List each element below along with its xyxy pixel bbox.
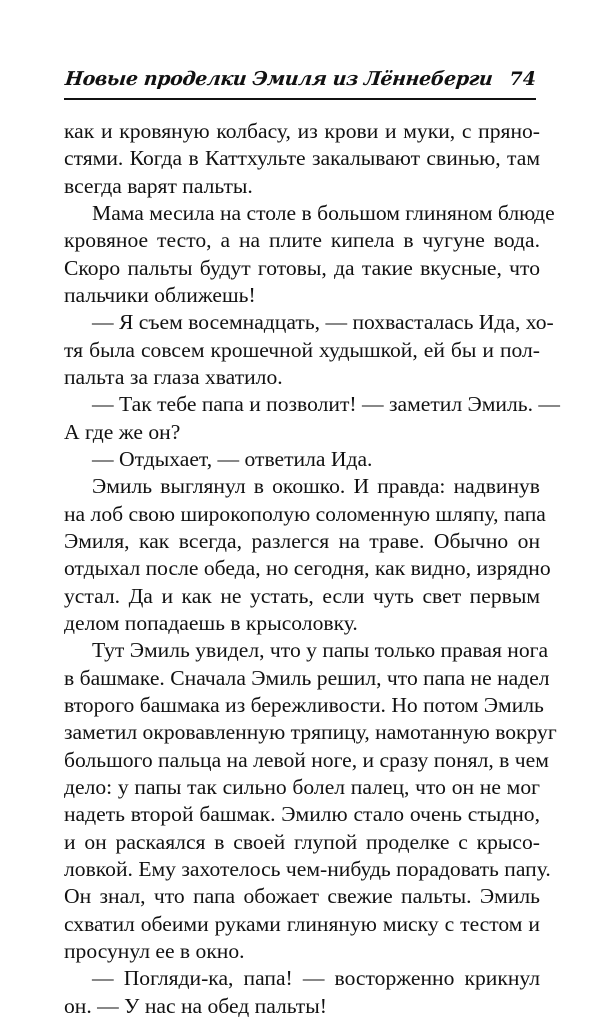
text-line: он. — У нас на обед пальты! <box>64 993 327 1018</box>
text-line: как и кровяную колбасу, из крови и муки, с пряно- <box>64 119 540 143</box>
text-line: А где же он? <box>64 419 181 444</box>
text-line: делом попадаешь в крысоловку. <box>64 610 358 635</box>
text-line: заметил окровавленную тряпицу, намотанную вокруг <box>64 720 557 745</box>
text-line: всегда варят пальты. <box>64 173 253 198</box>
text-line: — Так тебе папа и позволит! — заметил Эмиль. — <box>92 392 560 417</box>
text-line: схватил обеими руками глиняную миску с тестом и <box>64 911 540 936</box>
text-line: на лоб свою широкополую соломенную шляпу, папа <box>64 501 546 526</box>
text-line: второго башмака из бережливости. Но потом Эмиль <box>64 692 544 717</box>
text-line: кровяное тесто, а на плите кипела в чугуне вода. <box>64 228 540 253</box>
text-line: тя была совсем крошечной худышкой, ей бы и пол- <box>64 337 540 362</box>
text-line: — Я съем восемнадцать, — похвасталась Ида, хо- <box>92 310 554 335</box>
text-line: Он знал, что папа обожает свежие пальты. Эмиль <box>64 884 540 909</box>
text-line: Эмиль выглянул в окошко. И правда: надвинув <box>92 474 540 499</box>
text-line: ловкой. Ему захотелось чем-нибудь порадовать папу. <box>64 856 551 881</box>
text-line: устал. Да и как не устать, если чуть свет первым <box>64 583 540 608</box>
text-line: пальчики оближешь! <box>64 282 256 307</box>
text-line: в башмаке. Сначала Эмиль решил, что папа не надел <box>64 665 550 690</box>
text-line: стями. Когда в Каттхульте закалывают свинью, там <box>64 146 540 171</box>
text-line: пальта за глаза хватило. <box>64 364 283 389</box>
text-line: надеть второй башмак. Эмилю стало очень стыдно, <box>64 802 540 827</box>
text-line: отдыхал после обеда, но сегодня, как видно, изрядно <box>64 556 551 581</box>
text-line: и он раскаялся в своей глупой проделке с крысо- <box>64 829 540 854</box>
text-line: дело: у папы так сильно болел палец, что он не мог <box>64 774 540 799</box>
text-line: Эмиля, как всегда, разлегся на траве. Обычно он <box>64 528 540 553</box>
header-rule <box>64 98 536 100</box>
text-line: большого пальца на левой ноге, и сразу понял, в чем <box>64 747 549 772</box>
page-number: 74 <box>509 68 536 90</box>
text-line: Скоро пальты будут готовы, да такие вкусные, что <box>64 255 540 280</box>
body-text <box>64 118 560 1020</box>
text-line: Тут Эмиль увидел, что у папы только правая нога <box>92 638 549 663</box>
book-title: Новые проделки Эмиля из Лённеберги <box>64 68 494 90</box>
text-line: просунул ее в окно. <box>64 938 245 963</box>
running-header <box>64 64 536 104</box>
text-line: Мама месила на столе в большом глиняном блюде <box>92 200 555 225</box>
text-line: — Отдыхает, — ответила Ида. <box>92 446 373 471</box>
text-line: — Погляди-ка, папа! — восторженно крикнул <box>92 966 540 991</box>
